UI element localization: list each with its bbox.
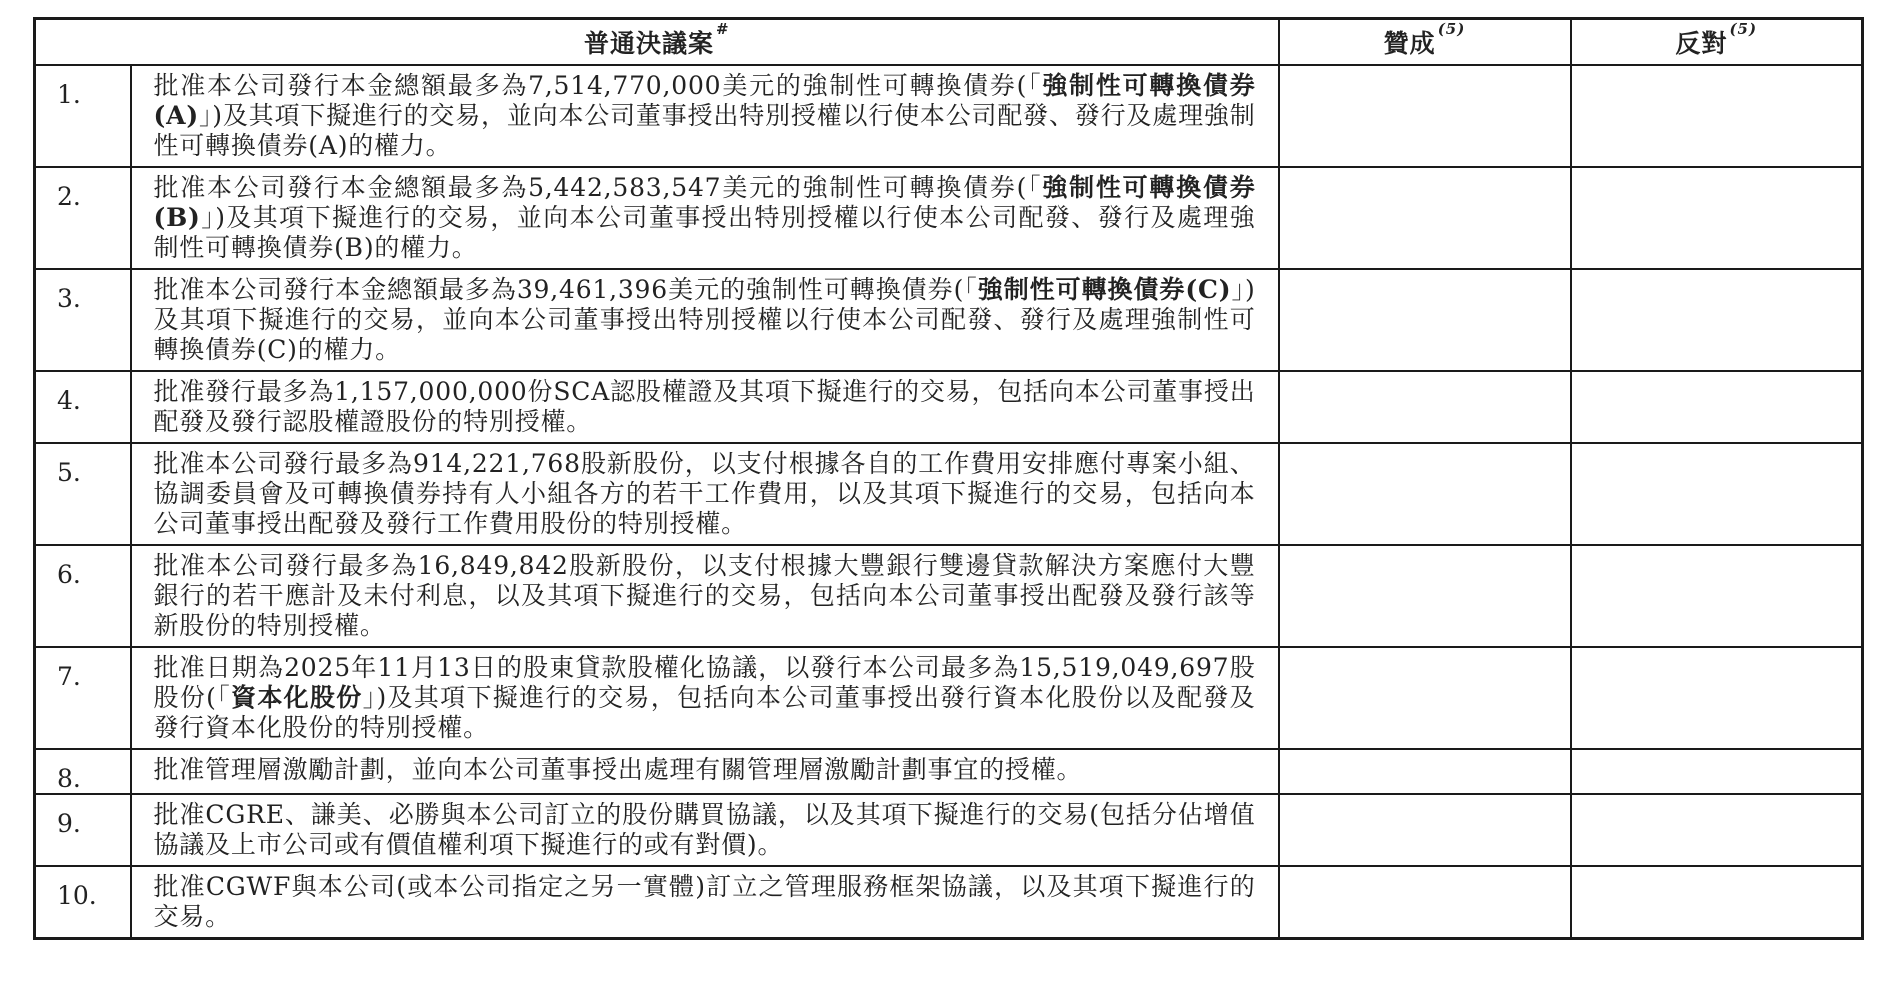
text-run: 批准發行最多為1,157,000,000份SCA認股權證及其項下擬進行的交易，包括向本公司董事授出配發及發行認股權證股份的特別授權。: [153, 377, 1256, 436]
vote-for-box[interactable]: [1279, 866, 1571, 939]
table-row: [35, 545, 1863, 647]
resolution-text: [131, 545, 1279, 647]
text-run: 」)及其項下擬進行的交易，包括向本公司董事授出發行資本化股份以及配發及發行資本化股份的特別授權。: [153, 683, 1256, 742]
table-row: [35, 269, 1863, 371]
text-run: 批准CGRE、謙美、必勝與本公司訂立的股份購買協議，以及其項下擬進行的交易(包括分佔增值協議及上市公司或有價值權利項下擬進行的或有對價)。: [153, 800, 1256, 859]
text-run: 」)及其項下擬進行的交易，並向本公司董事授出特別授權以行使本公司配發、發行及處理強制性可轉換債券(A)的權力。: [153, 101, 1256, 160]
vote-against-box[interactable]: [1571, 443, 1863, 545]
vote-for-box[interactable]: [1279, 794, 1571, 866]
resolution-number: 8.: [35, 749, 131, 794]
defined-term: 資本化股份: [231, 683, 363, 712]
resolution-text: [131, 269, 1279, 371]
resolution-text: [131, 443, 1279, 545]
resolution-column-header: [35, 19, 1279, 66]
against-header-note: (5): [1729, 20, 1758, 38]
table-row: [35, 866, 1863, 939]
against-header-label: 反對: [1675, 29, 1728, 58]
text-run: 批准本公司發行最多為914,221,768股新股份，以支付根據各自的工作費用安排應付專案小組、協調委員會及可轉換債券持有人小組各方的若干工作費用，以及其項下擬進行的交易，包括向本公司董事授出配發及發行工作費用股份的特別授權。: [153, 449, 1256, 538]
table-row: [35, 167, 1863, 269]
resolution-number: 10.: [35, 866, 131, 939]
for-header-label: 贊成: [1383, 29, 1436, 58]
vote-against-box[interactable]: [1571, 749, 1863, 794]
resolution-number: 9.: [35, 794, 131, 866]
resolution-text: [131, 866, 1279, 939]
vote-for-box[interactable]: [1279, 65, 1571, 167]
resolution-header-label: 普通決議案: [583, 29, 714, 58]
vote-for-box[interactable]: [1279, 647, 1571, 749]
table-row: [35, 647, 1863, 749]
vote-for-box[interactable]: [1279, 371, 1571, 443]
vote-against-box[interactable]: [1571, 167, 1863, 269]
table-row: [35, 749, 1863, 794]
table-row: [35, 443, 1863, 545]
vote-for-box[interactable]: [1279, 443, 1571, 545]
resolution-text: [131, 647, 1279, 749]
table-row: [35, 65, 1863, 167]
for-column-header: [1279, 19, 1571, 66]
resolution-text: [131, 794, 1279, 866]
resolution-number: 1.: [35, 65, 131, 167]
resolution-text: [131, 167, 1279, 269]
defined-term: 強制性可轉換債券(C): [977, 275, 1232, 304]
text-run: 」)及其項下擬進行的交易，並向本公司董事授出特別授權以行使本公司配發、發行及處理強制性可轉換債券(B)的權力。: [153, 203, 1256, 262]
text-run: 批准日期為2025年11月13日的股東貸款股權化協議，以發行本公司最多為15,519,049,697股股份(「: [153, 653, 1256, 712]
resolution-text: [131, 65, 1279, 167]
vote-for-box[interactable]: [1279, 167, 1571, 269]
vote-for-box[interactable]: [1279, 269, 1571, 371]
resolution-number: 4.: [35, 371, 131, 443]
resolutions-table: [33, 17, 1864, 940]
text-run: 批准本公司發行本金總額最多為5,442,583,547美元的強制性可轉換債券(「: [153, 173, 1043, 202]
text-run: 批准CGWF與本公司(或本公司指定之另一實體)訂立之管理服務框架協議，以及其項下擬進行的交易。: [153, 872, 1256, 931]
resolution-text: [131, 371, 1279, 443]
vote-for-box[interactable]: [1279, 545, 1571, 647]
vote-against-box[interactable]: [1571, 794, 1863, 866]
text-run: 」)及其項下擬進行的交易，並向本公司董事授出特別授權以行使本公司配發、發行及處理強制性可轉換債券(C)的權力。: [153, 275, 1256, 364]
resolution-number: 3.: [35, 269, 131, 371]
vote-against-box[interactable]: [1571, 545, 1863, 647]
vote-against-box[interactable]: [1571, 371, 1863, 443]
defined-term: 強制性可轉換債券(A): [153, 71, 1256, 130]
vote-against-box[interactable]: [1571, 65, 1863, 167]
table-row: [35, 794, 1863, 866]
table-header-row: [35, 19, 1863, 66]
for-header-note: (5): [1437, 20, 1466, 38]
vote-against-box[interactable]: [1571, 647, 1863, 749]
resolution-number: 2.: [35, 167, 131, 269]
text-run: 批准本公司發行本金總額最多為39,461,396美元的強制性可轉換債券(「: [153, 275, 978, 304]
resolution-number: 5.: [35, 443, 131, 545]
text-run: 批准管理層激勵計劃，並向本公司董事授出處理有關管理層激勵計劃事宜的授權。: [153, 755, 1083, 784]
vote-for-box[interactable]: [1279, 749, 1571, 794]
text-run: 批准本公司發行本金總額最多為7,514,770,000美元的強制性可轉換債券(「: [153, 71, 1043, 100]
resolution-number: 6.: [35, 545, 131, 647]
text-run: 批准本公司發行最多為16,849,842股新股份，以支付根據大豐銀行雙邊貸款解決方案應付大豐銀行的若干應計及未付利息，以及其項下擬進行的交易，包括向本公司董事授出配發及發行該等新股份的特別授權。: [153, 551, 1256, 640]
resolution-text: [131, 749, 1279, 794]
defined-term: 強制性可轉換債券(B): [153, 173, 1256, 232]
resolution-number: 7.: [35, 647, 131, 749]
vote-against-box[interactable]: [1571, 269, 1863, 371]
against-column-header: [1571, 19, 1863, 66]
vote-against-box[interactable]: [1571, 866, 1863, 939]
resolution-header-mark: #: [715, 20, 730, 38]
table-row: [35, 371, 1863, 443]
